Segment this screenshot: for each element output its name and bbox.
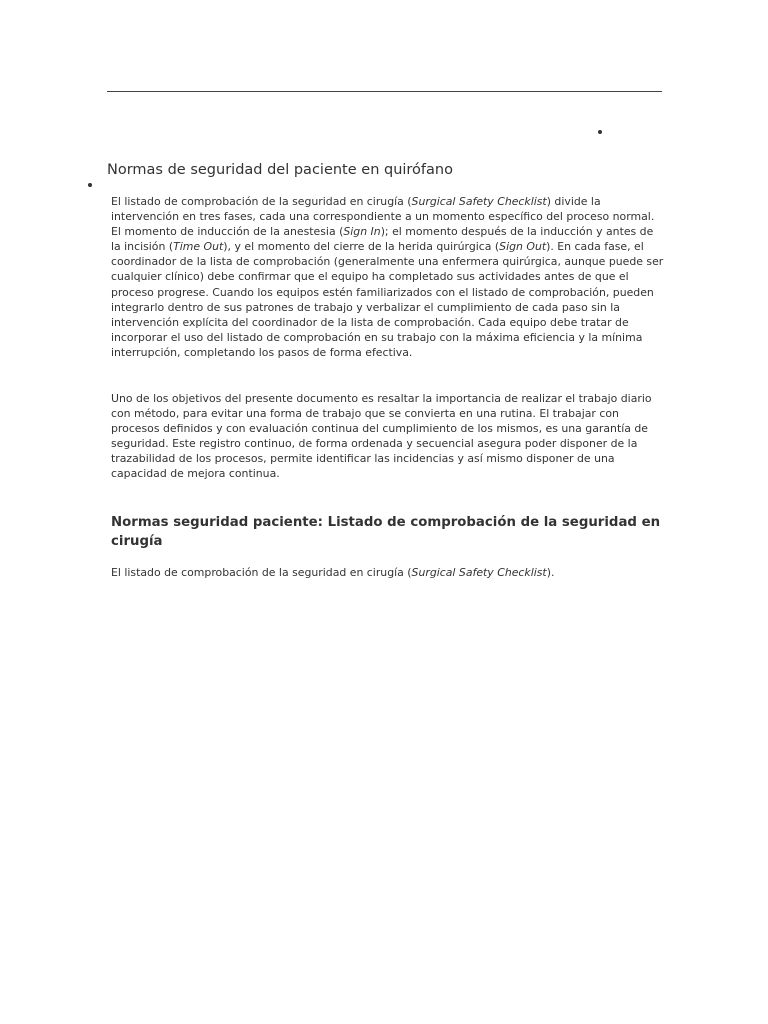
paragraph <box>111 565 666 580</box>
italic-term: Surgical Safety Checklist <box>411 195 547 208</box>
italic-term: Sign In <box>343 225 381 239</box>
text-run: ); el momento después de la inducción y antes de la incisión ( <box>111 225 654 254</box>
paragraph <box>111 194 666 360</box>
top-divider <box>107 91 662 92</box>
text-run: El listado de comprobación de la seguridad en cirugía ( <box>111 566 412 579</box>
bullet-dot <box>598 130 602 134</box>
section-heading: Normas de seguridad del paciente en quirófano <box>107 162 453 178</box>
text-run: ) divide la intervención en tres fases, cada una correspondiente a un momento específico del proceso normal. El momento de inducción de la anestesia ( <box>111 195 655 239</box>
italic-term: Sign Out <box>499 240 547 254</box>
text-run: ). <box>546 566 555 579</box>
italic-term: Time Out <box>173 240 224 254</box>
paragraph: Uno de los objetivos del presente documento es resaltar la importancia de realizar el trabajo diario con método, para evitar una forma de trabajo que se convierta en una rutina. El trabajar con procesos definidos y con evaluación continua del cumplimiento de los mismos, es una garantía de seguridad. Este registro continuo, de forma ordenada y secuencial asegura poder disponer de la trazabilidad de los procesos, permite identificar las incidencias y así mismo disponer de una capacidad de mejora continua. <box>111 392 652 481</box>
italic-term: Surgical Safety Checklist <box>411 566 547 579</box>
bullet-dot <box>88 183 92 187</box>
section-heading: Normas seguridad paciente: Listado de comprobación de la seguridad en cirugía <box>111 515 661 549</box>
text-run: ). En cada fase, el coordinador de la lista de comprobación (generalmente una enfermera quirúrgica, aunque puede ser cualquier clínico) debe confirmar que el equipo ha completado sus actividades antes de que el proceso progrese. Cuando los equipos estén familiarizados con el listado de comprobación, pueden integrarlo dentro de sus patrones de trabajo y verbalizar el cumplimiento de cada paso sin la intervención explícita del coordinador de la lista de comprobación. Cada equipo debe tratar de incorporar el uso del listado de comprobación en su trabajo con la máxima eficiencia y la mínima interrupción, completando los pasos de forma efectiva. <box>111 240 664 359</box>
text-run: El listado de comprobación de la seguridad en cirugía ( <box>111 195 412 208</box>
text-run: ), y el momento del cierre de la herida quirúrgica ( <box>223 240 500 254</box>
